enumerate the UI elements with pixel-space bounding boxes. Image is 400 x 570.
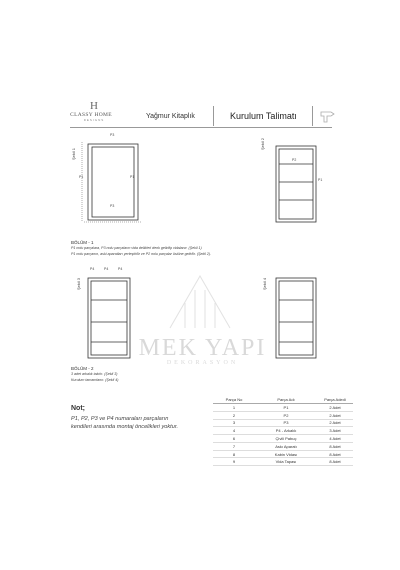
part-label: P3 <box>110 133 115 137</box>
figure-label: Şekil 3 <box>76 277 81 290</box>
header-divider <box>312 106 313 126</box>
table-cell: 8 Adet <box>317 450 353 458</box>
table-row <box>213 427 353 435</box>
part-label: P3 <box>110 204 115 208</box>
figure-4-drawing <box>270 272 326 362</box>
table-cell: 2 Adet <box>317 411 353 419</box>
figure-label: Şekil 1 <box>71 147 76 160</box>
note-title: Not; <box>71 405 85 412</box>
watermark-subtext: DEKORASYON <box>166 360 239 366</box>
header-divider <box>213 106 214 126</box>
part-label: P1 <box>318 178 323 182</box>
table-cell: 4 <box>213 427 255 435</box>
table-cell: P3 <box>255 419 317 427</box>
figure-2-drawing <box>270 138 330 228</box>
part-label: P1 <box>79 175 84 179</box>
instruction-line: 3 adet arkalık takılır. (Şekil 3) <box>71 372 118 376</box>
table-row <box>213 458 353 466</box>
table-cell: 4 Adet <box>317 435 353 443</box>
table-cell: 3 Adet <box>317 427 353 435</box>
column-header: Parça Adı <box>255 396 317 404</box>
table-cell: 1 <box>213 404 255 412</box>
table-cell: Vida Tapası <box>255 458 317 466</box>
figure-label: Şekil 2 <box>260 137 265 150</box>
table-row <box>213 404 353 412</box>
column-header: Parça Adedi <box>317 396 353 404</box>
watermark <box>135 335 270 366</box>
table-cell: 3 <box>213 419 255 427</box>
table-cell: 2 Adet <box>317 404 353 412</box>
section-title: BÖLÜM - 1 <box>71 240 94 245</box>
brand-logo <box>70 100 114 122</box>
table-cell: Çivili Pabuç <box>255 435 317 443</box>
note-body: P1, P2, P3 ve P4 numaraları parçaların kendileri arasında montaj öncelikleri yoktur. <box>71 416 179 430</box>
part-label: P1 <box>130 175 135 179</box>
drill-icon <box>318 106 336 124</box>
section-title: BÖLÜM - 2 <box>71 366 94 371</box>
watermark-logo <box>165 268 235 338</box>
logo-subtitle: DESIGNS <box>83 118 105 122</box>
part-label: P4 <box>90 267 95 271</box>
table-cell: 7 <box>213 442 255 450</box>
table-cell: P2 <box>255 411 317 419</box>
table-cell: 8 <box>213 450 255 458</box>
table-cell: Askı Aparatı <box>255 442 317 450</box>
table-cell: Kabin Vidası <box>255 450 317 458</box>
header-rule <box>70 127 332 128</box>
part-label: P4 <box>104 267 109 271</box>
table-header-row <box>213 396 353 404</box>
document-title: Kurulum Talimatı <box>230 111 297 121</box>
table-cell: 6 <box>213 435 255 443</box>
table-cell: 2 <box>213 411 255 419</box>
instruction-line: P1 nolu parçanın, aski aparatları yerleştirilir ve P2 nolu parçalar üstüne gelirilir. (Şekil 2). <box>71 252 212 256</box>
figure-label: Şekil 4 <box>262 277 267 290</box>
table-cell: 8 Adet <box>317 442 353 450</box>
table-row <box>213 450 353 458</box>
table-row <box>213 435 353 443</box>
table-cell: 2 Adet <box>317 419 353 427</box>
figure-1-drawing <box>78 138 148 228</box>
part-label: P2 <box>292 158 297 162</box>
table-cell: P4 - Arkalık <box>255 427 317 435</box>
product-name: Yağmur Kitaplık <box>146 113 195 120</box>
figure-3-drawing <box>82 272 138 362</box>
table-row <box>213 411 353 419</box>
watermark-text: MEK YAPI <box>138 335 267 361</box>
table-row <box>213 419 353 427</box>
instruction-line: P1 nolu parçalara, P3 nolu parçaların vida deliklerl denk gelirilip vidalanır. (Şekil 1) <box>71 246 202 250</box>
table-cell: 9 <box>213 458 255 466</box>
instruction-line: Kurulum tamamlanır. (Şekil 4) <box>71 378 119 382</box>
table-cell: P1 <box>255 404 317 412</box>
parts-table <box>213 396 353 466</box>
table-row <box>213 442 353 450</box>
part-label: P4 <box>118 267 123 271</box>
logo-mark: H <box>90 100 98 112</box>
table-cell: 8 Adet <box>317 458 353 466</box>
logo-name: CLASSY HOME <box>70 112 112 118</box>
column-header: Parça No <box>213 396 255 404</box>
